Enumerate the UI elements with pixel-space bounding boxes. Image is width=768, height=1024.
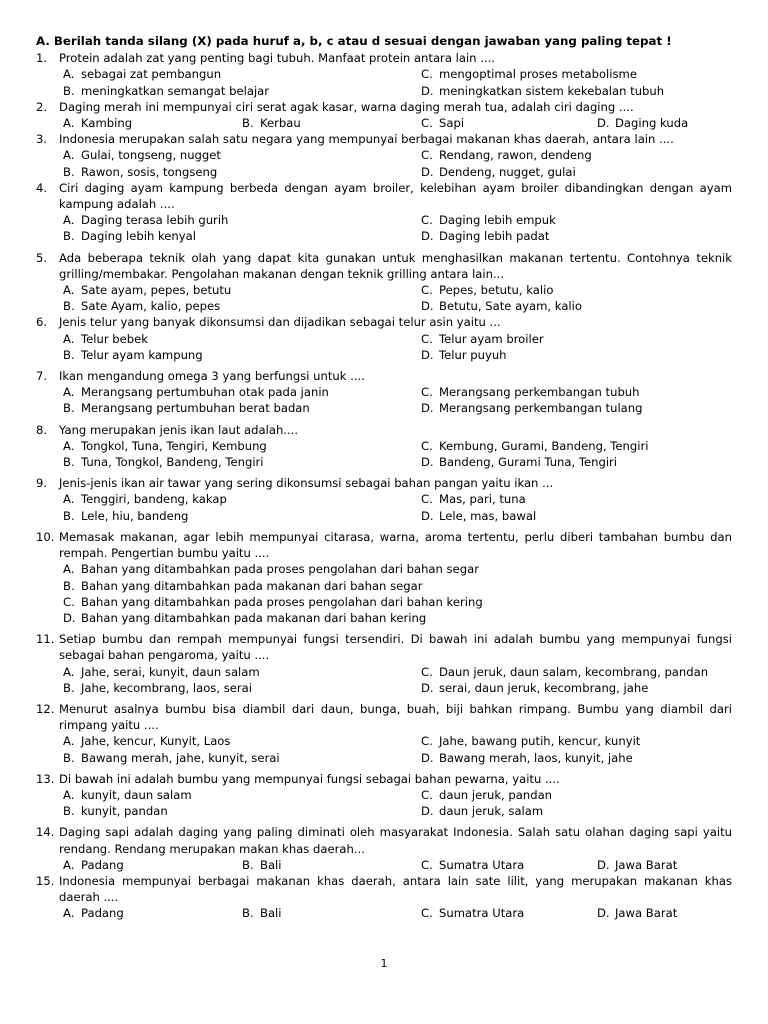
option-text: Bahan yang ditambahkan pada makanan dari bahan kering bbox=[81, 610, 427, 625]
answer-options bbox=[59, 733, 732, 765]
option-letter: A. bbox=[63, 438, 75, 453]
question-number: 14. bbox=[36, 825, 55, 840]
answer-options bbox=[59, 147, 732, 179]
answer-option bbox=[417, 664, 732, 680]
option-text: Daging lebih kenyal bbox=[81, 229, 196, 244]
option-letter: D. bbox=[597, 857, 610, 872]
option-letter: B. bbox=[242, 857, 254, 872]
option-letter: C. bbox=[421, 857, 433, 872]
option-text: daun jeruk, salam bbox=[439, 804, 544, 819]
answer-options bbox=[59, 491, 732, 523]
option-text: Merangsang pertumbuhan otak pada janin bbox=[81, 385, 329, 400]
option-letter: B. bbox=[63, 578, 75, 593]
answer-option bbox=[59, 282, 417, 298]
answer-option bbox=[417, 857, 593, 873]
option-letter: B. bbox=[63, 750, 75, 765]
option-text: Sumatra Utara bbox=[439, 857, 525, 872]
answer-option bbox=[238, 857, 417, 873]
option-text: Daging lebih padat bbox=[439, 229, 550, 244]
option-text: Daging terasa lebih gurih bbox=[81, 213, 229, 228]
option-letter: B. bbox=[63, 401, 75, 416]
option-text: kunyit, daun salam bbox=[81, 787, 192, 802]
option-letter: A. bbox=[63, 213, 75, 228]
option-letter: A. bbox=[63, 664, 75, 679]
answer-option bbox=[417, 347, 732, 363]
option-letter: B. bbox=[63, 164, 75, 179]
question-text: Ikan mengandung omega 3 yang berfungsi untuk .... bbox=[59, 369, 365, 384]
answer-option bbox=[59, 228, 417, 244]
question-text: Ada beberapa teknik olah yang dapat kita gunakan untuk menghasilkan makanan tertentu. Contohnya teknik grilling/membakar. Pengolahan makanan dengan teknik grilling antara lain... bbox=[59, 250, 732, 281]
option-letter: A. bbox=[63, 906, 75, 921]
question-number: 15. bbox=[36, 873, 55, 888]
answer-option bbox=[417, 508, 732, 524]
question-text: Di bawah ini adalah bumbu yang mempunyai fungsi sebagai bahan pewarna, yaitu .... bbox=[59, 771, 560, 786]
answer-option bbox=[417, 66, 732, 82]
option-text: Daging kuda bbox=[615, 116, 689, 131]
option-letter: B. bbox=[63, 299, 75, 314]
answer-option bbox=[417, 438, 732, 454]
question-item bbox=[36, 701, 732, 766]
question-list bbox=[36, 50, 732, 921]
answer-option bbox=[59, 298, 417, 314]
option-text: Dendeng, nugget, gulai bbox=[439, 164, 576, 179]
answer-option bbox=[59, 147, 417, 163]
answer-option bbox=[417, 164, 732, 180]
option-text: Telur ayam kampung bbox=[81, 347, 203, 362]
answer-option bbox=[59, 857, 238, 873]
option-text: Tenggiri, bandeng, kakap bbox=[81, 492, 227, 507]
answer-option bbox=[59, 491, 417, 507]
question-number: 2. bbox=[36, 99, 48, 114]
option-letter: C. bbox=[421, 438, 433, 453]
option-letter: B. bbox=[242, 906, 254, 921]
option-text: sebagai zat pembangun bbox=[81, 67, 222, 82]
answer-option bbox=[59, 594, 732, 610]
question-text: Daging merah ini mempunyai ciri serat agak kasar, warna daging merah tua, adalah ciri daging .... bbox=[59, 99, 634, 114]
option-text: Jahe, bawang putih, kencur, kunyit bbox=[439, 734, 641, 749]
option-letter: B. bbox=[242, 116, 254, 131]
answer-option bbox=[59, 438, 417, 454]
option-text: Telur ayam broiler bbox=[439, 331, 544, 346]
answer-option bbox=[59, 787, 417, 803]
option-letter: D. bbox=[421, 401, 434, 416]
question-number: 10. bbox=[36, 529, 55, 544]
answer-options bbox=[59, 282, 732, 314]
answer-option bbox=[59, 905, 238, 921]
option-letter: A. bbox=[63, 734, 75, 749]
option-text: Padang bbox=[81, 857, 124, 872]
option-letter: B. bbox=[63, 83, 75, 98]
option-letter: D. bbox=[421, 83, 434, 98]
answer-option bbox=[417, 147, 732, 163]
question-item bbox=[36, 314, 732, 363]
option-letter: D. bbox=[421, 229, 434, 244]
option-text: Jawa Barat bbox=[615, 906, 678, 921]
option-text: mengoptimal proses metabolisme bbox=[439, 67, 637, 82]
option-text: Kembung, Gurami, Bandeng, Tengiri bbox=[439, 438, 649, 453]
question-text: Yang merupakan jenis ikan laut adalah.... bbox=[59, 422, 299, 437]
answer-option bbox=[417, 803, 732, 819]
answer-option bbox=[417, 298, 732, 314]
answer-option bbox=[417, 905, 593, 921]
option-text: Kambing bbox=[81, 116, 133, 131]
answer-option bbox=[417, 400, 732, 416]
question-text: Memasak makanan, agar lebih mempunyai citarasa, warna, aroma tertentu, perlu diberi tambahan bumbu dan rempah. Pengertian bumbu yaitu .... bbox=[59, 529, 732, 561]
answer-option bbox=[593, 857, 732, 873]
option-text: Telur puyuh bbox=[439, 347, 507, 362]
question-item bbox=[36, 99, 732, 131]
answer-option bbox=[417, 228, 732, 244]
option-letter: C. bbox=[421, 734, 433, 749]
answer-option bbox=[59, 331, 417, 347]
option-text: Pepes, betutu, kalio bbox=[439, 283, 554, 298]
option-letter: A. bbox=[63, 148, 75, 163]
answer-options bbox=[59, 331, 732, 363]
option-letter: D. bbox=[421, 750, 434, 765]
question-item bbox=[36, 631, 732, 696]
option-letter: D. bbox=[63, 610, 76, 625]
answer-options bbox=[59, 66, 732, 98]
option-letter: D. bbox=[421, 804, 434, 819]
option-letter: C. bbox=[421, 664, 433, 679]
answer-option bbox=[59, 680, 417, 696]
question-item bbox=[36, 475, 732, 524]
question-text: Menurut asalnya bumbu bisa diambil dari daun, bunga, buah, biji bahkan rimpang. Bumbu yang diambil dari rimpang yaitu .... bbox=[59, 701, 732, 733]
option-text: serai, daun jeruk, kecombrang, jahe bbox=[439, 680, 649, 695]
answer-option bbox=[59, 803, 417, 819]
question-item bbox=[36, 771, 732, 820]
answer-options bbox=[59, 384, 732, 416]
option-text: Gulai, tongseng, nugget bbox=[81, 148, 221, 163]
answer-option bbox=[417, 491, 732, 507]
option-text: Jahe, kencur, Kunyit, Laos bbox=[81, 734, 231, 749]
option-letter: A. bbox=[63, 385, 75, 400]
option-text: Bahan yang ditambahkan pada makanan dari bahan segar bbox=[81, 578, 423, 593]
answer-options bbox=[59, 905, 732, 921]
answer-option bbox=[59, 400, 417, 416]
answer-option bbox=[59, 212, 417, 228]
option-text: Bali bbox=[260, 857, 282, 872]
answer-option bbox=[59, 454, 417, 470]
option-letter: A. bbox=[63, 331, 75, 346]
option-text: Sumatra Utara bbox=[439, 906, 525, 921]
question-text: Setiap bumbu dan rempah mempunyai fungsi tersendiri. Di bawah ini adalah bumbu yang mempunyai fungsi sebagai bahan pengaroma, yaitu .... bbox=[59, 632, 732, 663]
answer-option bbox=[238, 115, 417, 131]
answer-options bbox=[59, 561, 732, 626]
answer-option bbox=[59, 561, 732, 577]
question-number: 5. bbox=[36, 250, 48, 265]
answer-option bbox=[417, 384, 732, 400]
answer-option bbox=[59, 750, 417, 766]
option-text: Rawon, sosis, tongseng bbox=[81, 164, 218, 179]
option-letter: D. bbox=[421, 164, 434, 179]
option-letter: A. bbox=[63, 283, 75, 298]
option-text: Lele, hiu, bandeng bbox=[81, 508, 189, 523]
option-text: Sate Ayam, kalio, pepes bbox=[81, 299, 221, 314]
option-letter: C. bbox=[421, 492, 433, 507]
option-letter: C. bbox=[421, 283, 433, 298]
option-text: meningkatkan semangat belajar bbox=[81, 83, 270, 98]
option-text: Bahan yang ditambahkan pada proses pengolahan dari bahan segar bbox=[81, 562, 479, 577]
question-number: 1. bbox=[36, 51, 48, 66]
option-letter: C. bbox=[421, 331, 433, 346]
question-text: Protein adalah zat yang penting bagi tubuh. Manfaat protein antara lain .... bbox=[59, 51, 495, 66]
question-text: Ciri daging ayam kampung berbeda dengan ayam broiler, kelebihan ayam broiler dibandingkan dengan ayam kampung adalah .... bbox=[59, 180, 732, 212]
option-text: daun jeruk, pandan bbox=[439, 787, 553, 802]
option-text: Bali bbox=[260, 906, 282, 921]
option-text: Tongkol, Tuna, Tengiri, Kembung bbox=[81, 438, 267, 453]
answer-options bbox=[59, 664, 732, 696]
question-item bbox=[36, 131, 732, 180]
option-text: meningkatkan sistem kekebalan tubuh bbox=[439, 83, 665, 98]
question-item bbox=[36, 50, 732, 99]
option-text: Kerbau bbox=[260, 116, 301, 131]
question-number: 11. bbox=[36, 632, 55, 647]
option-text: Bawang merah, jahe, kunyit, serai bbox=[81, 750, 280, 765]
option-text: Daun jeruk, daun salam, kecombrang, pandan bbox=[439, 664, 709, 679]
answer-option bbox=[59, 508, 417, 524]
answer-option bbox=[59, 578, 732, 594]
option-letter: A. bbox=[63, 857, 75, 872]
question-item bbox=[36, 824, 732, 873]
question-number: 4. bbox=[36, 180, 48, 195]
option-letter: C. bbox=[421, 67, 433, 82]
question-number: 9. bbox=[36, 476, 48, 491]
answer-option bbox=[417, 454, 732, 470]
answer-option bbox=[59, 83, 417, 99]
option-text: Rendang, rawon, dendeng bbox=[439, 148, 592, 163]
answer-option bbox=[59, 66, 417, 82]
answer-option bbox=[417, 115, 593, 131]
answer-option bbox=[59, 164, 417, 180]
option-text: Jawa Barat bbox=[615, 857, 678, 872]
option-text: Lele, mas, bawal bbox=[439, 508, 537, 523]
option-text: Merangsang perkembangan tulang bbox=[439, 401, 643, 416]
answer-options bbox=[59, 115, 732, 131]
option-text: Daging lebih empuk bbox=[439, 213, 556, 228]
page-number: 1 bbox=[380, 957, 388, 970]
answer-options bbox=[59, 438, 732, 470]
option-text: Betutu, Sate ayam, kalio bbox=[439, 299, 582, 314]
option-text: Bandeng, Gurami Tuna, Tengiri bbox=[439, 455, 618, 470]
answer-option bbox=[59, 733, 417, 749]
question-text: Indonesia mempunyai berbagai makanan khas daerah, antara lain sate lilit, yang merupakan makanan khas daerah .... bbox=[59, 873, 732, 905]
answer-option bbox=[417, 331, 732, 347]
question-item bbox=[36, 368, 732, 417]
answer-option bbox=[417, 212, 732, 228]
question-number: 3. bbox=[36, 132, 48, 147]
question-item bbox=[36, 529, 732, 626]
answer-option bbox=[417, 282, 732, 298]
option-letter: A. bbox=[63, 492, 75, 507]
answer-option bbox=[59, 664, 417, 680]
question-number: 6. bbox=[36, 315, 48, 330]
option-letter: B. bbox=[63, 508, 75, 523]
answer-option bbox=[59, 610, 732, 626]
option-letter: C. bbox=[63, 594, 75, 609]
answer-option bbox=[59, 347, 417, 363]
option-text: Jahe, serai, kunyit, daun salam bbox=[81, 664, 260, 679]
option-text: Merangsang pertumbuhan berat badan bbox=[81, 401, 310, 416]
option-text: Mas, pari, tuna bbox=[439, 492, 526, 507]
question-item bbox=[36, 180, 732, 245]
option-text: Bawang merah, laos, kunyit, jahe bbox=[439, 750, 633, 765]
answer-option bbox=[417, 787, 732, 803]
option-letter: C. bbox=[421, 787, 433, 802]
option-text: Sapi bbox=[439, 116, 465, 131]
question-item bbox=[36, 250, 732, 315]
answer-option bbox=[59, 384, 417, 400]
option-text: kunyit, pandan bbox=[81, 804, 168, 819]
option-text: Jahe, kecombrang, laos, serai bbox=[81, 680, 252, 695]
option-letter: D. bbox=[421, 455, 434, 470]
option-letter: D. bbox=[597, 906, 610, 921]
answer-option bbox=[59, 115, 238, 131]
question-number: 13. bbox=[36, 771, 55, 786]
question-text: Jenis telur yang banyak dikonsumsi dan dijadikan sebagai telur asin yaitu ... bbox=[59, 315, 501, 330]
option-letter: B. bbox=[63, 455, 75, 470]
question-number: 8. bbox=[36, 422, 48, 437]
question-text: Daging sapi adalah daging yang paling diminati oleh masyarakat Indonesia. Salah satu olahan daging sapi yaitu rendang. Rendang merupakan makan khas daerah... bbox=[59, 825, 732, 856]
option-letter: D. bbox=[421, 680, 434, 695]
option-letter: C. bbox=[421, 385, 433, 400]
question-number: 12. bbox=[36, 701, 55, 716]
option-letter: A. bbox=[63, 67, 75, 82]
option-letter: C. bbox=[421, 213, 433, 228]
option-letter: D. bbox=[421, 347, 434, 362]
option-letter: B. bbox=[63, 804, 75, 819]
answer-option bbox=[417, 733, 732, 749]
option-letter: C. bbox=[421, 906, 433, 921]
answer-options bbox=[59, 787, 732, 819]
option-text: Merangsang perkembangan tubuh bbox=[439, 385, 640, 400]
option-text: Tuna, Tongkol, Bandeng, Tengiri bbox=[81, 455, 264, 470]
option-letter: A. bbox=[63, 562, 75, 577]
option-letter: B. bbox=[63, 229, 75, 244]
question-item bbox=[36, 422, 732, 471]
option-letter: B. bbox=[63, 680, 75, 695]
answer-option bbox=[417, 750, 732, 766]
question-text: Indonesia merupakan salah satu negara yang mempunyai berbagai makanan khas daerah, antara lain .... bbox=[59, 132, 674, 147]
question-item bbox=[36, 873, 732, 922]
option-letter: C. bbox=[421, 116, 433, 131]
question-number: 7. bbox=[36, 369, 48, 384]
option-letter: D. bbox=[597, 116, 610, 131]
answer-options bbox=[59, 857, 732, 873]
answer-option bbox=[417, 83, 732, 99]
section-heading: A. Berilah tanda silang (X) pada huruf a, b, c atau d sesuai dengan jawaban yang paling tepat ! bbox=[36, 34, 672, 48]
option-letter: B. bbox=[63, 347, 75, 362]
answer-option bbox=[593, 115, 732, 131]
option-letter: A. bbox=[63, 787, 75, 802]
option-letter: C. bbox=[421, 148, 433, 163]
option-letter: D. bbox=[421, 508, 434, 523]
answer-options bbox=[59, 212, 732, 244]
option-letter: A. bbox=[63, 116, 75, 131]
option-text: Bahan yang ditambahkan pada proses pengolahan dari bahan kering bbox=[81, 594, 483, 609]
answer-option bbox=[593, 905, 732, 921]
answer-option bbox=[238, 905, 417, 921]
answer-option bbox=[417, 680, 732, 696]
question-text: Jenis-jenis ikan air tawar yang sering dikonsumsi sebagai bahan pangan yaitu ikan ... bbox=[59, 476, 554, 491]
option-text: Sate ayam, pepes, betutu bbox=[81, 283, 232, 298]
option-text: Padang bbox=[81, 906, 124, 921]
option-text: Telur bebek bbox=[81, 331, 148, 346]
option-letter: D. bbox=[421, 299, 434, 314]
